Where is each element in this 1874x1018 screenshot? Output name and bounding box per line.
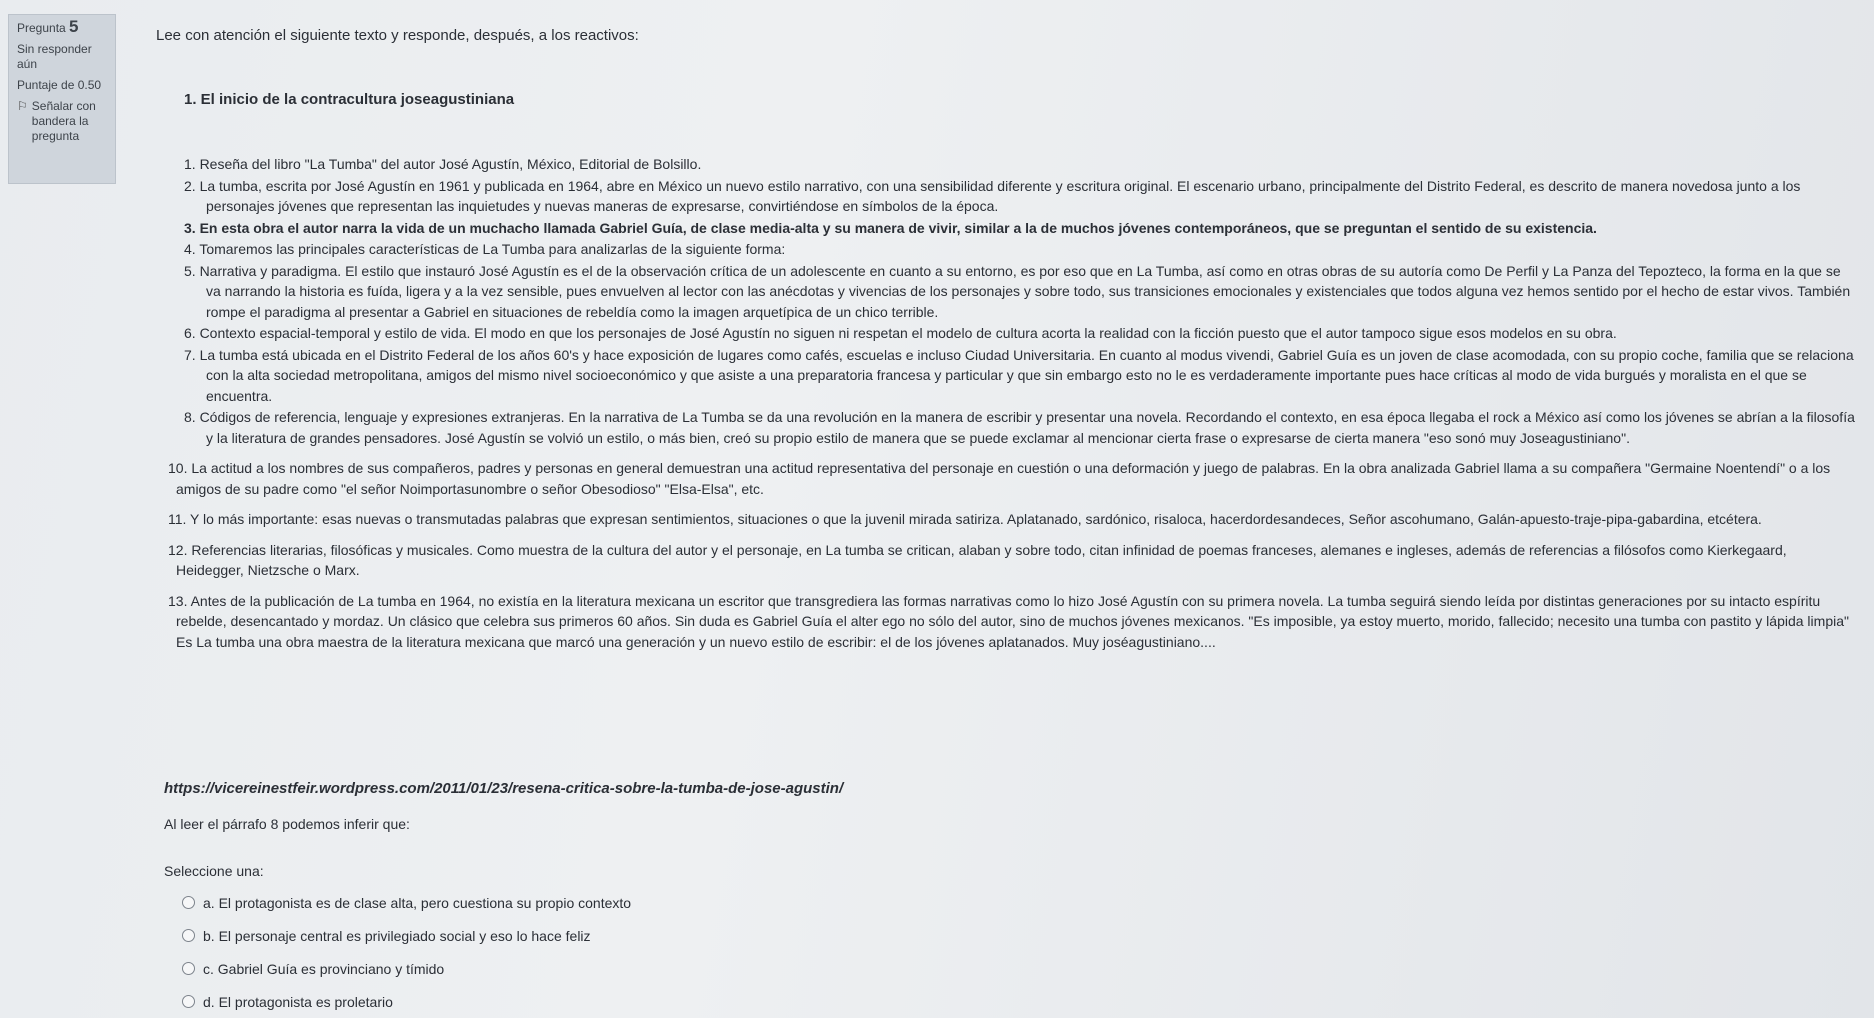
paragraph-3: 3. En esta obra el autor narra la vida de un muchacho llamada Gabriel Guía, de clase media-alta y su manera de vivir, similar a la de muchos jóvenes contemporáneos, que se preguntan el sentido de su existencia.: [184, 219, 1597, 236]
text-heading: 1. El inicio de la contracultura joseagustiniana: [184, 91, 515, 108]
paragraph-7: 7. La tumba está ubicada en el Distrito Federal de los años 60's y hace exposición de lugares como cafés, escuelas e incluso Ciudad Universitaria. En cuanto al modus vivendi, Gabriel Guía es un joven de clase acomodada, con su propio coche, familia que se relaciona con la alta sociedad metropolitana, amigos del mismo nivel socioeconómico y que asiste a una preparatoria francesa y particular y que sin embargo esto no le es verdaderamente importante pues hace críticas al modo de vida burgués y moralista en el que se encuentra.: [184, 346, 1854, 404]
option-b[interactable]: [182, 919, 631, 952]
question-info-panel: [8, 14, 116, 184]
select-label: Seleccione una:: [164, 863, 264, 879]
paragraph-12: 12. Referencias literarias, filosóficas y musicales. Como muestra de la cultura del autor y el personaje, en La tumba se critican, alaban y sobre todo, citan infinidad de poemas franceses, alemanes e ingleses, además de referencias a filósofos como Kierkegaard, Heidegger, Nietzsche o Marx.: [168, 541, 1787, 578]
question-status: Sin responder aún: [17, 42, 92, 71]
paragraph-11: 11. Y lo más importante: esas nuevas o transmutadas palabras que expresan sentimientos, situaciones o que la juvenil mirada satiriza. Aplatanado, sardónico, risaloca, hacerdordesandeces, Señor ascohumano, Galán-apuesto-traje-pipa-gabardina, etcétera.: [168, 511, 1762, 527]
radio-option-a[interactable]: [182, 896, 195, 909]
question-number: [17, 19, 107, 36]
paragraph-6: 6. Contexto espacial-temporal y estilo de vida. El modo en que los personajes de José Agustín no siguen ni respetan el modelo de cultura acorta la realidad con la ficción puesto que el autor tampoco sigue esos modelos en su obra.: [184, 325, 1617, 341]
option-a-label: a. El protagonista es de clase alta, pero cuestiona su propio contexto: [203, 894, 632, 911]
option-d-label: d. El protagonista es proletario: [203, 993, 393, 1010]
option-a[interactable]: [182, 886, 631, 919]
option-d[interactable]: [182, 985, 631, 1018]
flag-icon: ⚐: [17, 99, 28, 113]
radio-option-c[interactable]: [182, 962, 195, 975]
option-c-label: c. Gabriel Guía es provinciano y tímido: [203, 960, 445, 977]
question-prompt: Al leer el párrafo 8 podemos inferir que:: [164, 816, 410, 832]
radio-option-d[interactable]: [182, 995, 195, 1008]
question-intro: Lee con atención el siguiente texto y responde, después, a los reactivos:: [156, 27, 639, 44]
option-b-label: b. El personaje central es privilegiado social y eso lo hace feliz: [203, 927, 591, 944]
source-link[interactable]: https://vicereinestfeir.wordpress.com/2011/01/23/resena-critica-sobre-la-tumba-de-jose-agustin/: [164, 780, 844, 797]
paragraph-5: 5. Narrativa y paradigma. El estilo que instauró José Agustín es el de la observación crítica de un adolescente en cuanto a su entorno, es por eso que en La Tumba, así como en otras obras de su autoría como De Perfil y La Panza del Tepozteco, la forma en la que se va narrando la historia es fuída, ligera y a la vez sensible, pues envuelven al lector con las anécdotas y vivencias de los personajes y sobre todo, sus transiciones emocionales y existenciales que todos alguna vez hemos sentido por el hecho de estar vivos. También rompe el paradigma al presentar a Gabriel en situaciones de rebeldía como la imagen arquetípica de un chico terrible.: [184, 262, 1851, 320]
answer-options: [182, 886, 631, 1018]
paragraph-1: 1. Reseña del libro "La Tumba" del autor José Agustín, México, Editorial de Bolsillo.: [184, 156, 702, 172]
paragraph-10: 10. La actitud a los nombres de sus compañeros, padres y personas en general demuestran una actitud representativa del personaje en cuestión o una deformación y juego de palabras. En la obra analizada Gabriel llama a su compañera "Germaine Noentendí" o a los amigos de su padre como "el señor Noimportasunombre o señor Obesodioso" "Elsa-Elsa", etc.: [168, 460, 1831, 497]
question-number-value: 5: [69, 17, 79, 36]
reading-text: [168, 154, 1858, 653]
paragraph-2: 2. La tumba, escrita por José Agustín en 1961 y publicada en 1964, abre en México un nuevo estilo narrativo, con una sensibilidad diferente y escritura original. El escenario urbano, principalmente del Distrito Federal, es descrito de manera novedosa junto a los personajes jóvenes que representan las inquietudes y nuevas maneras de expresarse, convirtiéndose en símbolos de la época.: [184, 177, 1801, 214]
option-c[interactable]: [182, 952, 631, 985]
paragraph-4: 4. Tomaremos las principales características de La Tumba para analizarlas de la siguiente forma:: [184, 241, 786, 257]
question-label: Pregunta: [17, 21, 66, 35]
flag-question-button[interactable]: [17, 99, 107, 144]
paragraph-13: 13. Antes de la publicación de La tumba en 1964, no existía en la literatura mexicana un escritor que transgrediera las formas narrativas como lo hizo José Agustín con su primera novela. La tumba seguirá siendo leída por distintas generaciones por su intacto espíritu rebelde, desencantado y mordaz. Un clásico que celebra sus primeros 60 años. Sin duda es Gabriel Guía el alter ego no sólo del autor, sino de muchos jóvenes mexicanos. "Es imposible, ya estoy muerto, morido, fallecido; necesito una tumba con pastito y lápida limpia" Es La tumba una obra maestra de la literatura mexicana que marcó una generación y un nuevo estilo de escribir: el de los jóvenes aplatanados. Muy joséagustiniano....: [168, 592, 1849, 650]
paragraph-8: 8. Códigos de referencia, lenguaje y expresiones extranjeras. En la narrativa de La Tumba se da una revolución en la manera de escribir y presentar una novela. Recordando el contexto, en esa época llegaba el rock a México así como los jóvenes se abrían a la filosofía y la literatura de grandes pensadores. José Agustín se volvió un estilo, o más bien, creó su propio estilo de manera que se puede exclamar al mencionar cierta frase o expresarse de cierta manera "eso sonó muy Joseagustiniano".: [184, 409, 1855, 446]
radio-option-b[interactable]: [182, 929, 195, 942]
flag-question-label: Señalar con bandera la pregunta: [31, 99, 96, 143]
question-score: Puntaje de 0.50: [17, 78, 102, 92]
